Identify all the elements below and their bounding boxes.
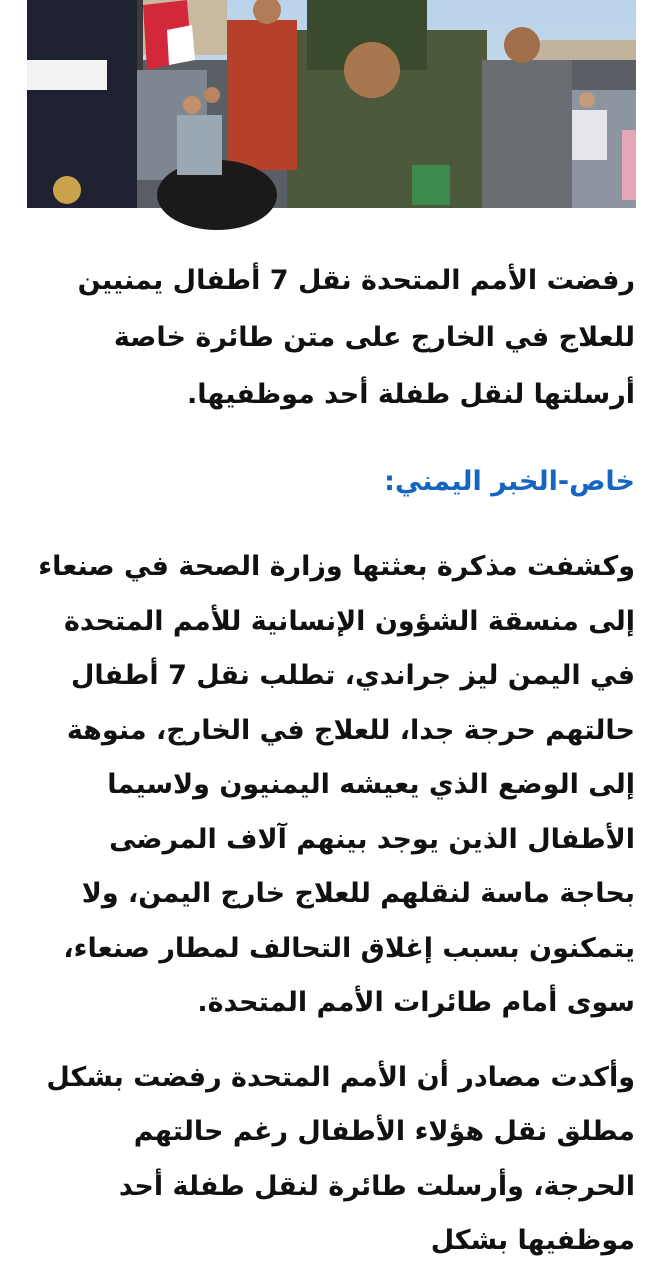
- article-photo: [27, 0, 636, 208]
- source-tag[interactable]: خاص-الخبر اليمني:: [384, 466, 635, 497]
- article-paragraph: وكشفت مذكرة بعثتها وزارة الصحة في صنعاء إلى منسقة الشؤون الإنسانية للأمم المتحدة في اليمن ليز جراندي، تطلب نقل 7 أطفال حالتهم حرجة جدا، للعلاج في الخارج، منوهة إلى الوضع الذي يعيشه اليمنيون ولاسيما الأطفال الذين يوجد بينهم آلاف المرضى بحاجة ماسة لنقلهم للعلاج خارج اليمن، ولا يتمكنون بسبب إغلاق التحالف لمطار صنعاء، سوى أمام طائرات الأمم المتحدة.: [38, 551, 635, 1018]
- article-lead: رفضت الأمم المتحدة نقل 7 أطفال يمنيين للعلاج في الخارج على متن طائرة خاصة أرسلتها لنقل طفلة أحد موظفيها.: [77, 265, 635, 410]
- article-paragraph: وأكدت مصادر أن الأمم المتحدة رفضت بشكل مطلق نقل هؤلاء الأطفال رغم حالتهم الحرجة، وأرسلت طائرة لنقل طفلة أحد موظفيها بشكل: [46, 1061, 635, 1256]
- article-body: [38, 252, 635, 1269]
- protest-photo-illustration: [27, 0, 636, 208]
